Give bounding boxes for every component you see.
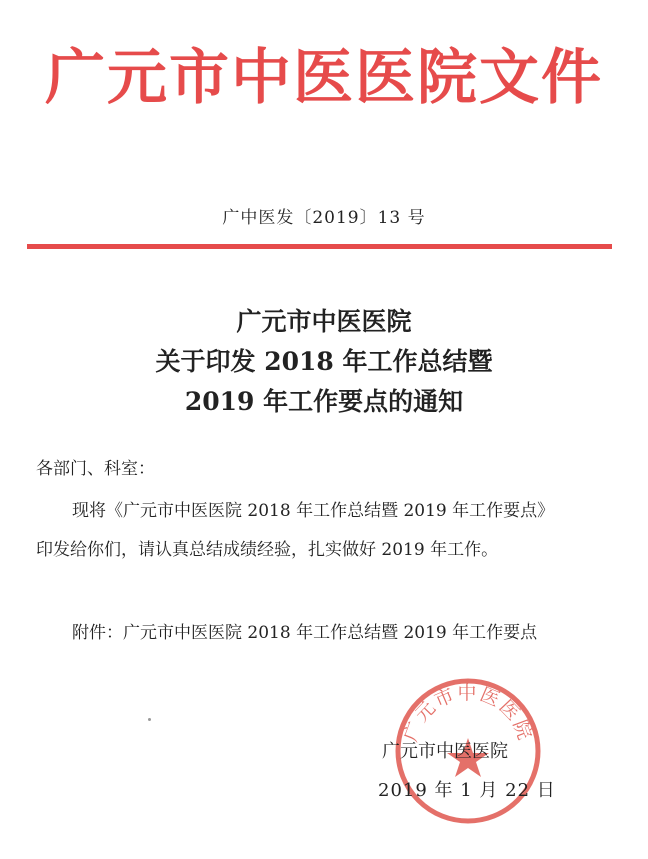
- svg-text:广元市中医医院: [400, 682, 537, 744]
- signature-organization: 广元市中医医院: [382, 741, 508, 762]
- notice-title-line-2: 关于印发 2018 年工作总结暨: [155, 347, 493, 376]
- signature-date: 2019 年 1 月 22 日: [378, 780, 556, 801]
- body-paragraph-line-2: 印发给你们，请认真总结成绩经验，扎实做好 2019 年工作。: [36, 540, 499, 560]
- body-paragraph-line-1: 现将《广元市中医医院 2018 年工作总结暨 2019 年工作要点》: [72, 501, 555, 521]
- document-number: 广中医发〔2019〕13 号: [222, 208, 426, 228]
- notice-title-line-1: 广元市中医医院: [236, 307, 412, 336]
- masthead-title: 广元市中医医院文件: [45, 43, 603, 113]
- salutation: 各部门、科室：: [36, 459, 155, 479]
- notice-title-line-3: 2019 年工作要点的通知: [184, 387, 464, 416]
- seal-lettering: 广元市中医医院: [399, 682, 537, 745]
- scan-speck: [148, 718, 151, 721]
- attachment-note: 附件：广元市中医医院 2018 年工作总结暨 2019 年工作要点: [72, 623, 538, 643]
- red-divider-line: [27, 244, 612, 249]
